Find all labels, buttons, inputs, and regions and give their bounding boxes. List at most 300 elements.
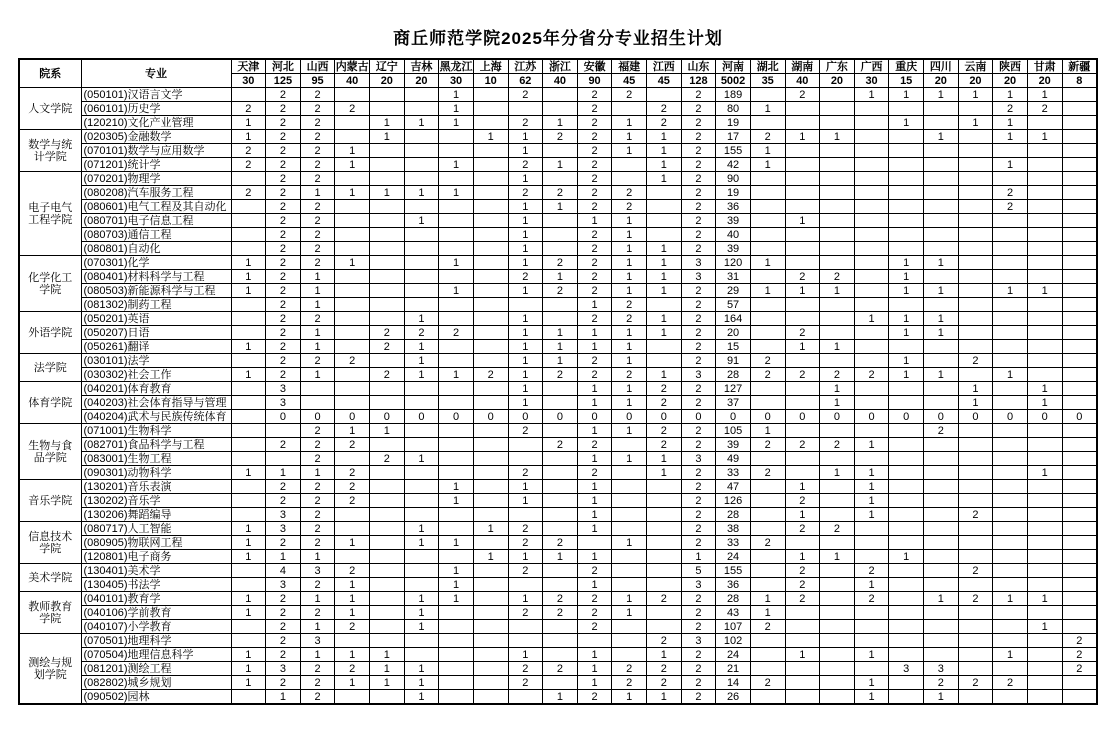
plan-value-cell bbox=[993, 144, 1028, 158]
plan-value-cell: 2 bbox=[404, 326, 439, 340]
major-row bbox=[19, 634, 1097, 648]
plan-value-cell bbox=[889, 592, 924, 606]
plan-value-cell bbox=[750, 116, 785, 130]
plan-value-cell: 2 bbox=[924, 424, 959, 438]
plan-value-cell bbox=[1062, 494, 1097, 508]
plan-value-cell: 1 bbox=[889, 256, 924, 270]
plan-value-cell: 2 bbox=[681, 648, 716, 662]
plan-value-cell: 43 bbox=[716, 606, 751, 620]
plan-value-cell: 1 bbox=[543, 270, 578, 284]
major-row bbox=[19, 396, 1097, 410]
plan-value-cell: 3 bbox=[266, 578, 301, 592]
plan-value-cell: 2 bbox=[577, 88, 612, 102]
plan-value-cell bbox=[958, 606, 993, 620]
major-cell: (040201)体育教育 bbox=[81, 382, 231, 396]
plan-value-cell bbox=[854, 284, 889, 298]
plan-value-cell bbox=[404, 648, 439, 662]
plan-value-cell: 1 bbox=[577, 340, 612, 354]
major-row bbox=[19, 200, 1097, 214]
plan-value-cell bbox=[993, 438, 1028, 452]
plan-value-cell: 2 bbox=[647, 676, 682, 690]
plan-value-cell: 2 bbox=[508, 536, 543, 550]
plan-value-cell: 33 bbox=[716, 536, 751, 550]
plan-value-cell: 1 bbox=[577, 676, 612, 690]
plan-value-cell: 2 bbox=[543, 256, 578, 270]
plan-value-cell: 1 bbox=[508, 382, 543, 396]
plan-value-cell bbox=[820, 564, 855, 578]
plan-value-cell bbox=[889, 382, 924, 396]
plan-value-cell bbox=[924, 172, 959, 186]
plan-value-cell: 2 bbox=[681, 522, 716, 536]
plan-value-cell bbox=[1062, 522, 1097, 536]
plan-value-cell bbox=[473, 536, 508, 550]
plan-value-cell: 2 bbox=[647, 396, 682, 410]
plan-value-cell bbox=[1062, 620, 1097, 634]
plan-value-cell bbox=[473, 270, 508, 284]
plan-value-cell bbox=[924, 606, 959, 620]
plan-value-cell: 1 bbox=[543, 326, 578, 340]
plan-value-cell: 2 bbox=[300, 354, 335, 368]
plan-value-cell bbox=[647, 480, 682, 494]
plan-value-cell bbox=[889, 242, 924, 256]
plan-value-cell bbox=[993, 214, 1028, 228]
plan-value-cell: 0 bbox=[300, 410, 335, 424]
plan-value-cell bbox=[889, 606, 924, 620]
plan-value-cell: 2 bbox=[300, 88, 335, 102]
plan-value-cell: 2 bbox=[681, 382, 716, 396]
plan-value-cell bbox=[993, 298, 1028, 312]
plan-value-cell bbox=[439, 620, 474, 634]
plan-value-cell: 2 bbox=[577, 130, 612, 144]
plan-value-cell: 1 bbox=[612, 256, 647, 270]
plan-value-cell: 2 bbox=[681, 480, 716, 494]
plan-value-cell: 3 bbox=[681, 256, 716, 270]
plan-value-cell bbox=[924, 242, 959, 256]
plan-value-cell bbox=[958, 144, 993, 158]
plan-value-cell: 2 bbox=[508, 424, 543, 438]
plan-value-cell: 2 bbox=[543, 536, 578, 550]
plan-value-cell: 105 bbox=[716, 424, 751, 438]
plan-value-cell bbox=[1027, 116, 1062, 130]
plan-value-cell bbox=[439, 130, 474, 144]
major-cell: (040204)武术与民族传统体育 bbox=[81, 410, 231, 424]
plan-value-cell: 2 bbox=[785, 592, 820, 606]
plan-value-cell: 1 bbox=[889, 284, 924, 298]
plan-value-cell bbox=[1062, 228, 1097, 242]
plan-value-cell bbox=[612, 158, 647, 172]
plan-value-cell bbox=[1027, 452, 1062, 466]
plan-value-cell: 1 bbox=[750, 606, 785, 620]
major-row bbox=[19, 368, 1097, 382]
plan-value-cell bbox=[1062, 102, 1097, 116]
plan-value-cell: 1 bbox=[889, 312, 924, 326]
plan-value-cell bbox=[1062, 284, 1097, 298]
plan-value-cell bbox=[612, 494, 647, 508]
plan-value-cell bbox=[854, 144, 889, 158]
plan-value-cell bbox=[335, 368, 370, 382]
plan-value-cell: 1 bbox=[647, 284, 682, 298]
plan-value-cell bbox=[1062, 452, 1097, 466]
header-province-name: 内蒙古 bbox=[335, 60, 369, 73]
header-province-name: 天津 bbox=[231, 59, 266, 74]
plan-value-cell bbox=[750, 508, 785, 522]
plan-value-cell: 1 bbox=[647, 368, 682, 382]
plan-value-cell bbox=[750, 662, 785, 676]
plan-value-cell: 1 bbox=[612, 242, 647, 256]
header-province-quota: 30 bbox=[231, 74, 266, 88]
plan-value-cell: 36 bbox=[716, 200, 751, 214]
plan-value-cell: 2 bbox=[508, 564, 543, 578]
plan-value-cell bbox=[993, 466, 1028, 480]
major-row bbox=[19, 172, 1097, 186]
plan-value-cell bbox=[958, 298, 993, 312]
plan-value-cell: 1 bbox=[508, 242, 543, 256]
plan-value-cell: 1 bbox=[785, 340, 820, 354]
plan-value-cell bbox=[473, 312, 508, 326]
plan-value-cell bbox=[958, 536, 993, 550]
plan-value-cell bbox=[473, 634, 508, 648]
plan-value-cell bbox=[473, 214, 508, 228]
plan-value-cell bbox=[1027, 634, 1062, 648]
plan-value-cell bbox=[647, 522, 682, 536]
plan-value-cell bbox=[993, 256, 1028, 270]
plan-value-cell bbox=[820, 214, 855, 228]
plan-value-cell: 1 bbox=[612, 270, 647, 284]
plan-value-cell: 0 bbox=[785, 410, 820, 424]
plan-value-cell bbox=[854, 340, 889, 354]
plan-value-cell: 1 bbox=[404, 354, 439, 368]
plan-value-cell: 0 bbox=[508, 410, 543, 424]
plan-value-cell: 1 bbox=[647, 312, 682, 326]
plan-value-cell: 1 bbox=[439, 158, 474, 172]
plan-value-cell: 2 bbox=[231, 158, 266, 172]
plan-value-cell: 2 bbox=[958, 592, 993, 606]
plan-value-cell: 0 bbox=[889, 410, 924, 424]
plan-value-cell bbox=[958, 214, 993, 228]
plan-value-cell: 2 bbox=[300, 424, 335, 438]
major-row bbox=[19, 410, 1097, 424]
plan-value-cell: 0 bbox=[612, 410, 647, 424]
plan-value-cell: 2 bbox=[612, 200, 647, 214]
plan-value-cell: 2 bbox=[231, 186, 266, 200]
plan-value-cell bbox=[612, 466, 647, 480]
plan-value-cell bbox=[473, 228, 508, 242]
college-cell: 数学与统计学院 bbox=[19, 130, 81, 172]
plan-value-cell: 2 bbox=[266, 88, 301, 102]
major-cell: (040101)教育学 bbox=[81, 592, 231, 606]
header-province-quota: 45 bbox=[612, 74, 647, 88]
plan-value-cell: 2 bbox=[300, 102, 335, 116]
plan-value-cell bbox=[404, 130, 439, 144]
plan-value-cell: 1 bbox=[1027, 88, 1062, 102]
plan-value-cell: 1 bbox=[924, 256, 959, 270]
plan-value-cell bbox=[370, 256, 405, 270]
plan-value-cell: 1 bbox=[404, 522, 439, 536]
plan-value-cell: 1 bbox=[300, 550, 335, 564]
plan-value-cell bbox=[473, 676, 508, 690]
plan-value-cell: 1 bbox=[231, 284, 266, 298]
plan-value-cell: 2 bbox=[612, 186, 647, 200]
plan-value-cell bbox=[612, 438, 647, 452]
plan-value-cell: 1 bbox=[889, 354, 924, 368]
plan-value-cell bbox=[993, 326, 1028, 340]
plan-value-cell bbox=[370, 298, 405, 312]
plan-value-cell: 1 bbox=[612, 396, 647, 410]
plan-value-cell: 2 bbox=[335, 102, 370, 116]
plan-value-cell bbox=[750, 186, 785, 200]
plan-value-cell: 1 bbox=[335, 606, 370, 620]
plan-value-cell bbox=[404, 270, 439, 284]
plan-value-cell: 2 bbox=[577, 466, 612, 480]
major-row bbox=[19, 326, 1097, 340]
plan-value-cell: 1 bbox=[647, 172, 682, 186]
plan-value-cell bbox=[543, 676, 578, 690]
plan-value-cell bbox=[404, 200, 439, 214]
plan-value-cell bbox=[785, 606, 820, 620]
major-row bbox=[19, 242, 1097, 256]
plan-value-cell bbox=[854, 214, 889, 228]
plan-value-cell: 1 bbox=[854, 690, 889, 705]
plan-value-cell: 1 bbox=[993, 116, 1028, 130]
header-province-name: 新疆 bbox=[1062, 59, 1097, 74]
plan-value-cell bbox=[473, 172, 508, 186]
plan-value-cell: 1 bbox=[750, 256, 785, 270]
plan-value-cell: 1 bbox=[577, 396, 612, 410]
plan-value-cell: 1 bbox=[508, 130, 543, 144]
header-province-quota: 40 bbox=[543, 74, 578, 88]
plan-value-cell bbox=[820, 312, 855, 326]
header-province-quota: 15 bbox=[889, 74, 924, 88]
plan-value-cell: 2 bbox=[577, 270, 612, 284]
plan-value-cell bbox=[924, 578, 959, 592]
plan-value-cell bbox=[577, 634, 612, 648]
plan-value-cell: 1 bbox=[612, 340, 647, 354]
plan-value-cell bbox=[404, 578, 439, 592]
plan-value-cell: 90 bbox=[716, 172, 751, 186]
plan-value-cell: 1 bbox=[785, 284, 820, 298]
plan-value-cell: 1 bbox=[647, 648, 682, 662]
plan-value-cell bbox=[473, 620, 508, 634]
plan-value-cell: 1 bbox=[335, 158, 370, 172]
plan-value-cell: 1 bbox=[820, 284, 855, 298]
plan-value-cell: 1 bbox=[508, 340, 543, 354]
plan-value-cell bbox=[1027, 158, 1062, 172]
plan-value-cell bbox=[924, 648, 959, 662]
plan-value-cell: 3 bbox=[681, 270, 716, 284]
plan-value-cell: 1 bbox=[889, 88, 924, 102]
major-row bbox=[19, 578, 1097, 592]
header-province-name: 云南 bbox=[958, 59, 993, 74]
plan-value-cell: 0 bbox=[1027, 410, 1062, 424]
plan-value-cell bbox=[924, 158, 959, 172]
plan-value-cell bbox=[300, 396, 335, 410]
plan-value-cell bbox=[993, 564, 1028, 578]
header-province-name: 江苏 bbox=[508, 59, 543, 74]
plan-value-cell bbox=[473, 578, 508, 592]
plan-value-cell: 2 bbox=[335, 620, 370, 634]
plan-value-cell bbox=[335, 396, 370, 410]
plan-value-cell bbox=[370, 214, 405, 228]
plan-value-cell: 0 bbox=[716, 410, 751, 424]
plan-value-cell: 42 bbox=[716, 158, 751, 172]
plan-value-cell bbox=[335, 522, 370, 536]
plan-value-cell: 2 bbox=[577, 606, 612, 620]
plan-value-cell bbox=[404, 88, 439, 102]
major-row bbox=[19, 592, 1097, 606]
plan-value-cell bbox=[439, 172, 474, 186]
plan-value-cell: 1 bbox=[231, 522, 266, 536]
plan-value-cell bbox=[370, 438, 405, 452]
plan-value-cell bbox=[820, 606, 855, 620]
plan-value-cell: 2 bbox=[266, 186, 301, 200]
plan-value-cell: 2 bbox=[543, 606, 578, 620]
plan-value-cell bbox=[1062, 592, 1097, 606]
plan-value-cell: 1 bbox=[612, 144, 647, 158]
plan-value-cell bbox=[924, 298, 959, 312]
plan-value-cell: 2 bbox=[508, 676, 543, 690]
plan-value-cell bbox=[370, 606, 405, 620]
plan-value-cell bbox=[1027, 200, 1062, 214]
plan-value-cell: 2 bbox=[958, 564, 993, 578]
plan-value-cell bbox=[820, 578, 855, 592]
plan-value-cell bbox=[473, 200, 508, 214]
plan-value-cell bbox=[993, 396, 1028, 410]
plan-value-cell: 1 bbox=[508, 312, 543, 326]
plan-value-cell: 1 bbox=[647, 466, 682, 480]
plan-value-cell bbox=[820, 242, 855, 256]
plan-value-cell bbox=[820, 256, 855, 270]
plan-value-cell bbox=[473, 144, 508, 158]
plan-value-cell bbox=[958, 466, 993, 480]
plan-value-cell: 39 bbox=[716, 438, 751, 452]
major-cell: (050201)英语 bbox=[81, 312, 231, 326]
header-province-quota: 10 bbox=[473, 74, 508, 88]
plan-value-cell: 1 bbox=[439, 284, 474, 298]
header-row-provinces bbox=[19, 59, 1097, 74]
header-province-name: 陕西 bbox=[993, 59, 1028, 74]
plan-value-cell bbox=[958, 340, 993, 354]
plan-value-cell bbox=[612, 578, 647, 592]
plan-value-cell: 0 bbox=[854, 410, 889, 424]
plan-value-cell bbox=[439, 200, 474, 214]
plan-value-cell bbox=[854, 354, 889, 368]
plan-value-cell bbox=[993, 634, 1028, 648]
plan-value-cell: 2 bbox=[266, 158, 301, 172]
plan-value-cell bbox=[335, 382, 370, 396]
plan-value-cell: 2 bbox=[300, 494, 335, 508]
college-cell: 外语学院 bbox=[19, 312, 81, 354]
plan-value-cell: 2 bbox=[681, 200, 716, 214]
plan-value-cell bbox=[993, 340, 1028, 354]
plan-value-cell bbox=[820, 116, 855, 130]
plan-value-cell bbox=[785, 312, 820, 326]
plan-value-cell: 2 bbox=[266, 172, 301, 186]
plan-value-cell: 1 bbox=[439, 536, 474, 550]
plan-value-cell bbox=[370, 354, 405, 368]
plan-value-cell: 24 bbox=[716, 550, 751, 564]
plan-value-cell: 1 bbox=[404, 368, 439, 382]
plan-value-cell bbox=[785, 172, 820, 186]
plan-value-cell bbox=[231, 312, 266, 326]
plan-value-cell: 1 bbox=[820, 550, 855, 564]
plan-value-cell: 2 bbox=[266, 312, 301, 326]
plan-value-cell bbox=[370, 592, 405, 606]
plan-value-cell bbox=[854, 522, 889, 536]
plan-value-cell bbox=[820, 494, 855, 508]
plan-value-cell bbox=[958, 620, 993, 634]
plan-value-cell bbox=[820, 424, 855, 438]
plan-value-cell: 1 bbox=[577, 494, 612, 508]
header-province-name: 黑龙江 bbox=[439, 60, 473, 73]
major-row bbox=[19, 102, 1097, 116]
plan-value-cell: 1 bbox=[543, 116, 578, 130]
plan-value-cell bbox=[993, 228, 1028, 242]
plan-value-cell: 2 bbox=[681, 326, 716, 340]
plan-value-cell bbox=[924, 536, 959, 550]
plan-value-cell: 1 bbox=[577, 480, 612, 494]
plan-value-cell bbox=[1062, 130, 1097, 144]
plan-value-cell bbox=[993, 620, 1028, 634]
plan-value-cell: 1 bbox=[785, 480, 820, 494]
major-row bbox=[19, 480, 1097, 494]
plan-value-cell: 2 bbox=[577, 620, 612, 634]
plan-value-cell bbox=[854, 396, 889, 410]
plan-value-cell bbox=[854, 298, 889, 312]
plan-value-cell bbox=[785, 256, 820, 270]
major-cell: (130405)书法学 bbox=[81, 578, 231, 592]
plan-value-cell: 1 bbox=[404, 340, 439, 354]
plan-value-cell bbox=[370, 270, 405, 284]
plan-value-cell bbox=[335, 242, 370, 256]
plan-value-cell: 1 bbox=[681, 550, 716, 564]
plan-value-cell bbox=[231, 200, 266, 214]
plan-value-cell bbox=[1027, 606, 1062, 620]
plan-value-cell: 1 bbox=[612, 690, 647, 705]
header-province-quota: 20 bbox=[993, 74, 1028, 88]
plan-value-cell: 2 bbox=[266, 228, 301, 242]
plan-value-cell bbox=[647, 494, 682, 508]
plan-value-cell bbox=[889, 102, 924, 116]
plan-value-cell bbox=[1027, 172, 1062, 186]
college-cell: 人文学院 bbox=[19, 88, 81, 130]
plan-value-cell: 2 bbox=[231, 102, 266, 116]
plan-value-cell: 0 bbox=[1062, 410, 1097, 424]
plan-value-cell bbox=[508, 620, 543, 634]
plan-value-cell bbox=[1027, 690, 1062, 705]
plan-value-cell bbox=[231, 354, 266, 368]
plan-value-cell bbox=[370, 634, 405, 648]
plan-value-cell bbox=[439, 466, 474, 480]
plan-value-cell bbox=[404, 256, 439, 270]
plan-value-cell bbox=[820, 508, 855, 522]
plan-value-cell: 1 bbox=[266, 690, 301, 705]
plan-value-cell bbox=[854, 536, 889, 550]
plan-value-cell: 2 bbox=[750, 368, 785, 382]
plan-value-cell: 1 bbox=[785, 508, 820, 522]
plan-value-cell: 1 bbox=[785, 648, 820, 662]
plan-value-cell bbox=[473, 466, 508, 480]
plan-value-cell bbox=[854, 424, 889, 438]
plan-value-cell: 1 bbox=[231, 606, 266, 620]
plan-value-cell bbox=[750, 634, 785, 648]
plan-value-cell bbox=[370, 382, 405, 396]
plan-value-cell bbox=[785, 116, 820, 130]
plan-value-cell bbox=[543, 452, 578, 466]
plan-value-cell bbox=[335, 340, 370, 354]
plan-value-cell: 2 bbox=[266, 354, 301, 368]
plan-value-cell bbox=[335, 298, 370, 312]
major-row bbox=[19, 382, 1097, 396]
